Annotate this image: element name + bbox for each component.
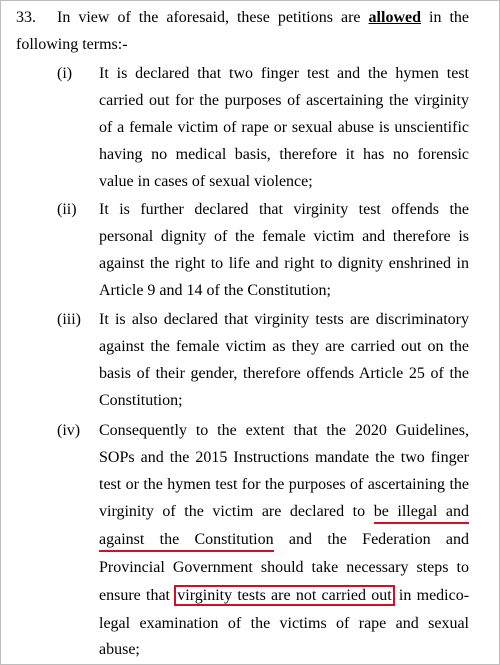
item-iv-text: and the Federation and: [288, 531, 470, 548]
item-i-line: having no medical basis, therefore it has no forensic: [99, 146, 469, 163]
item-label-iv: (iv): [57, 422, 81, 439]
item-ii-line: against the right to life and right to dignity enshrined in: [99, 255, 469, 272]
intro-text-after: in the: [429, 9, 470, 26]
item-i-line: value in cases of sexual violence;: [99, 173, 313, 190]
item-iii-line: It is also declared that virginity tests are discriminatory: [99, 311, 469, 328]
item-iv-line: SOPs and the 2015 Instructions mandate the two finger: [99, 449, 469, 466]
item-iv-line: Provincial Government should take necessary steps to: [99, 559, 469, 576]
item-i-line: carried out for the purposes of ascertaining the virginity: [99, 92, 469, 109]
highlight-underline-constitution: against the Constitution: [99, 531, 274, 552]
item-ii-line: It is further declared that virginity test offends the: [99, 201, 469, 218]
item-ii-line: Article 9 and 14 of the Constitution;: [99, 282, 331, 299]
item-iv-line-7: [99, 586, 469, 606]
item-ii-line: personal dignity of the female victim and therefore is: [99, 228, 469, 245]
intro-text-before: In view of the aforesaid, these petitions are: [57, 9, 361, 26]
item-label-iii: (iii): [57, 311, 81, 328]
highlight-underline-illegal: be illegal and: [374, 503, 469, 524]
intro-line-1: [57, 8, 469, 28]
item-iv-text: ensure that: [99, 587, 171, 604]
item-iii-line: basis of their gender, therefore offends Article 25 of the: [99, 365, 469, 382]
intro-line-2: following terms:-: [16, 36, 128, 53]
item-iii-line: Constitution;: [99, 392, 183, 409]
allowed-term: allowed: [368, 9, 421, 26]
item-iv-line: test or the hymen test for the purposes of ascertaining the: [99, 476, 469, 493]
item-iii-line: against the female victim as they are carried out on the: [99, 338, 469, 355]
item-iv-line-4: [99, 502, 469, 522]
item-iv-text: virginity of the victim are declared to: [99, 503, 366, 520]
item-iv-text: in medico-: [398, 587, 470, 604]
item-iv-line: legal examination of the victims of rape and sexual: [99, 615, 469, 632]
item-label-ii: (ii): [57, 201, 77, 218]
paragraph-number: 33.: [16, 9, 36, 26]
item-iv-line-5: [99, 530, 469, 550]
item-i-line: It is declared that two finger test and the hymen test: [99, 65, 469, 82]
item-iv-line: abuse;: [99, 641, 140, 658]
item-label-i: (i): [57, 65, 73, 82]
item-i-line: of a female victim of rape or sexual abuse is unscientific: [99, 119, 469, 136]
item-iv-line: Consequently to the extent that the 2020 Guidelines,: [99, 422, 469, 439]
highlight-box-virginity-tests: virginity tests are not carried out: [174, 585, 394, 606]
